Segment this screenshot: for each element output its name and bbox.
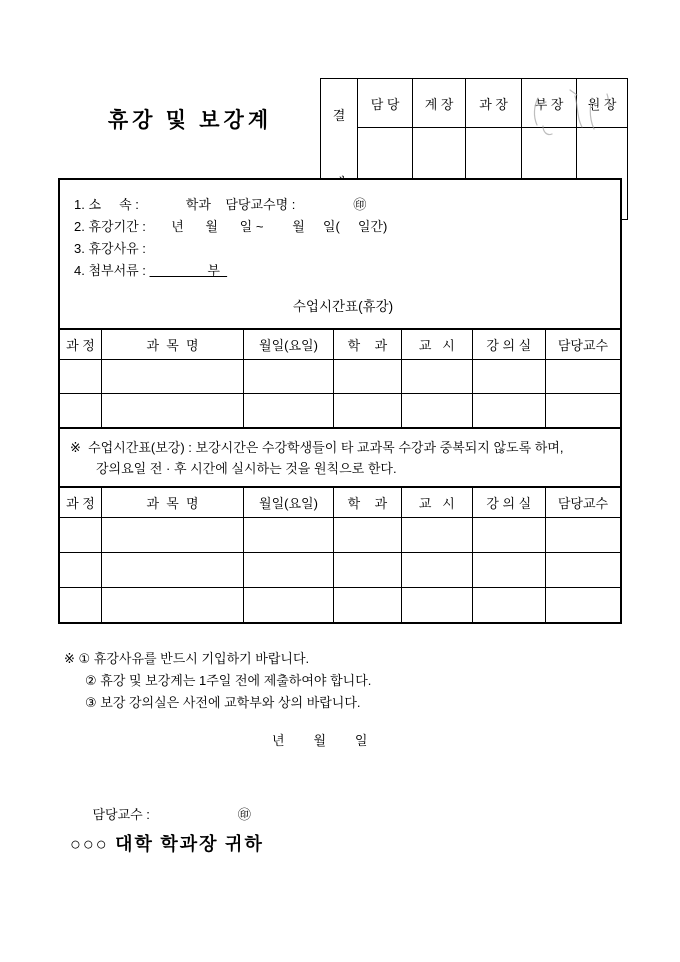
recipient-line: ○○○ 대학 학과장 귀하 xyxy=(70,834,264,854)
col-header-date-day: 월일(요일) xyxy=(244,488,334,517)
cancel-schedule-table xyxy=(60,330,620,427)
approval-col-gyejang: 계 장 xyxy=(413,79,466,128)
col-header-professor: 담당교수 xyxy=(545,330,620,359)
empty-cell xyxy=(244,517,334,552)
professor-label: 담당교수 : xyxy=(92,807,150,822)
approval-col-damdang: 담 당 xyxy=(358,79,413,128)
empty-cell xyxy=(472,359,545,393)
cancel-table-caption: 수업시간표(휴강) xyxy=(292,299,394,314)
makeup-note-line1: ※ 수업시간표(보강) : 보강시간은 수강학생들이 타 교과목 수강과 중복되지 않도록 하며, xyxy=(70,440,564,455)
empty-cell xyxy=(472,587,545,622)
col-header-department: 학 과 xyxy=(333,330,401,359)
empty-cell xyxy=(101,517,243,552)
empty-cell xyxy=(402,517,473,552)
approval-col-gwajang: 과 장 xyxy=(466,79,522,128)
attachment-blank-underline: 부 xyxy=(149,263,228,278)
date-line: 년 월 일 xyxy=(272,733,368,748)
makeup-empty-row xyxy=(60,587,620,622)
footnote-2: ② 휴강 및 보강계는 1주일 전에 제출하여야 합니다. xyxy=(85,673,372,688)
info-line-attachment xyxy=(74,260,612,282)
col-header-course-type: 과 정 xyxy=(60,330,101,359)
col-header-classroom: 강 의 실 xyxy=(472,488,545,517)
col-header-period: 교 시 xyxy=(402,330,473,359)
empty-cell xyxy=(60,393,101,427)
form-body-box xyxy=(58,178,622,624)
empty-cell xyxy=(472,393,545,427)
empty-cell xyxy=(244,359,334,393)
empty-cell xyxy=(333,517,401,552)
approval-stamp-char-top: 결 xyxy=(332,108,346,123)
empty-cell xyxy=(101,359,243,393)
approval-col-wonjang: 원 장 xyxy=(577,79,628,128)
empty-cell xyxy=(545,393,620,427)
empty-cell xyxy=(60,552,101,587)
empty-cell xyxy=(333,393,401,427)
empty-cell xyxy=(60,517,101,552)
empty-cell xyxy=(472,517,545,552)
empty-cell xyxy=(402,552,473,587)
empty-cell xyxy=(101,552,243,587)
empty-cell xyxy=(244,552,334,587)
empty-cell xyxy=(402,587,473,622)
empty-cell xyxy=(545,517,620,552)
makeup-empty-row xyxy=(60,517,620,552)
footnote-3: ③ 보강 강의실은 사전에 교학부와 상의 바랍니다. xyxy=(85,695,361,710)
makeup-note xyxy=(60,427,620,488)
approval-col-bujang: 부 장 xyxy=(522,79,577,128)
col-header-classroom: 강 의 실 xyxy=(472,330,545,359)
cancel-empty-row xyxy=(60,393,620,427)
col-header-department: 학 과 xyxy=(333,488,401,517)
empty-cell xyxy=(244,587,334,622)
footnote-1: ※ ① 휴강사유를 반드시 기입하기 바랍니다. xyxy=(64,651,310,666)
empty-cell xyxy=(333,359,401,393)
seal-mark: ㊞ xyxy=(353,197,367,212)
empty-cell xyxy=(545,359,620,393)
empty-cell xyxy=(333,587,401,622)
footnotes xyxy=(64,648,371,714)
empty-cell xyxy=(472,552,545,587)
empty-cell xyxy=(60,359,101,393)
info-line-affiliation-text: 1. 소 속 : 학과 담당교수명 : xyxy=(74,197,296,212)
cancel-empty-row xyxy=(60,359,620,393)
empty-cell xyxy=(402,393,473,427)
empty-cell xyxy=(545,552,620,587)
info-section xyxy=(60,180,620,330)
page-title: 휴강 및 보강계 xyxy=(107,108,273,132)
col-header-course-type: 과 정 xyxy=(60,488,101,517)
info-line-period: 2. 휴강기간 : 년 월 일 ~ 월 일( 일간) xyxy=(74,219,388,234)
col-header-subject-name: 과 목 명 xyxy=(101,488,243,517)
empty-cell xyxy=(101,393,243,427)
col-header-period: 교 시 xyxy=(402,488,473,517)
col-header-subject-name: 과 목 명 xyxy=(101,330,243,359)
info-line-attachment-label: 4. 첨부서류 : xyxy=(74,263,150,278)
empty-cell xyxy=(244,393,334,427)
col-header-professor: 담당교수 xyxy=(545,488,620,517)
info-line-reason: 3. 휴강사유 : xyxy=(74,241,146,256)
empty-cell xyxy=(545,587,620,622)
empty-cell xyxy=(333,552,401,587)
empty-cell xyxy=(402,359,473,393)
makeup-schedule-table xyxy=(60,488,620,622)
makeup-note-line2: 강의요일 전 · 후 시간에 실시하는 것을 원칙으로 한다. xyxy=(96,461,397,476)
makeup-empty-row xyxy=(60,552,620,587)
empty-cell xyxy=(60,587,101,622)
empty-cell xyxy=(101,587,243,622)
col-header-date-day: 월일(요일) xyxy=(244,330,334,359)
info-line-affiliation xyxy=(74,194,612,216)
seal-mark: ㊞ xyxy=(237,807,251,822)
